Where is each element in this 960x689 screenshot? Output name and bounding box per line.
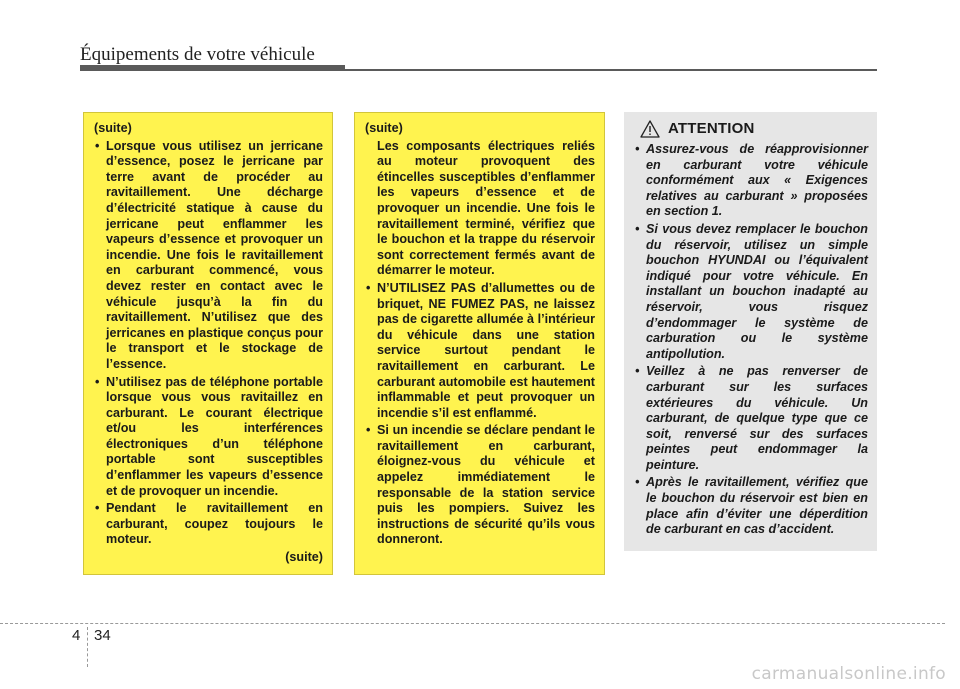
chapter-number: 4 (72, 627, 81, 644)
caution-list (634, 142, 868, 538)
footer-rule (0, 623, 945, 624)
list-item: • Assurez-vous de réapprovisionner en carburant votre véhicule conformément aux « Exigences relatives au carburant » proposées en section 1. (634, 142, 868, 220)
list-item: • N’utilisez pas de téléphone portable lorsque vous vous ravitaillez en carburant. Le courant électrique et/ou les interférences électroniques d’un téléphone portable sont susceptibles d’enflammer les vapeurs d’essence et de provoquer un incendie. (94, 375, 323, 500)
page-header-title: Équipements de votre véhicule (80, 44, 315, 65)
list-item: • Pendant le ravitaillement en carburant, coupez toujours le moteur. (94, 501, 323, 548)
warning-triangle-icon (640, 120, 660, 138)
suite-label-bottom: (suite) (285, 550, 323, 565)
suite-label-top: (suite) (94, 121, 132, 135)
list-item: • Lorsque vous utilisez un jerricane d’essence, posez le jerricane par terre avant de procéder au ravitaillement. Une décharge d’électricité statique à cause du jerricane peut enflammer les vapeurs d’essence et provoquer un incendie. Une fois le ravitaillement en carburant commencé, vous devez rester en contact avec le véhicule jusqu’à la fin du ravitaillement. N’utilisez que des jerricanes en plastique conçus pour le transport et le stockage de l’essence. (94, 139, 323, 373)
watermark: carmanualsonline.info (751, 664, 946, 684)
caution-heading (640, 120, 868, 138)
header-rule-thin (345, 69, 877, 71)
page-number-separator (87, 627, 88, 667)
header-rule-thick (80, 65, 345, 71)
list-item: • N’UTILISEZ PAS d’allumettes ou de briquet, NE FUMEZ PAS, ne laissez pas de cigarette allumée à l’intérieur du véhicule dans une station service surtout pendant le ravitaillement en carburant. Le carburant automobile est hautement inflammable et peut provoquer un incendie s’il est enflammé. (365, 281, 595, 421)
suite-label-top: (suite) (365, 121, 403, 135)
warning-box-middle (354, 112, 605, 575)
warning-list (365, 281, 595, 548)
caution-box (624, 112, 877, 551)
caution-title: ATTENTION (668, 120, 755, 138)
warning-list (94, 139, 323, 548)
list-item: • Si vous devez remplacer le bouchon du réservoir, utilisez un simple bouchon HYUNDAI ou l’équivalent indiqué pour votre véhicule. En installant un bouchon inadapté au réservoir, vous risquez d’endommager le système de carburation ou le système antipollution. (634, 222, 868, 362)
continued-paragraph: Les composants électriques reliés au moteur provoquent des étincelles susceptibles d’enflammer les vapeurs d’essence et de provoquer un incendie. Une fois le ravitaillement terminé, vérifiez que le bouchon et la trappe du réservoir sont correctement fermés avant de démarrer le moteur. (377, 138, 595, 278)
list-item: • Veillez à ne pas renverser de carburant sur les surfaces extérieures du véhicule. Un carburant, de quelque type que ce soit, renversé sur des surfaces peintes peut endommager la peinture. (634, 364, 868, 473)
list-item: • Si un incendie se déclare pendant le ravitaillement en carburant, éloignez-vous du véhicule et appelez immédiatement le responsable de la station service puis les pompiers. Suivez les instructions de sécurité qu’ils vous donneront. (365, 423, 595, 548)
page-number: 34 (94, 627, 111, 644)
warning-box-left (83, 112, 333, 575)
list-item: • Après le ravitaillement, vérifiez que le bouchon du réservoir est bien en place afin d’éviter une déperdition de carburant en cas d’accident. (634, 475, 868, 537)
